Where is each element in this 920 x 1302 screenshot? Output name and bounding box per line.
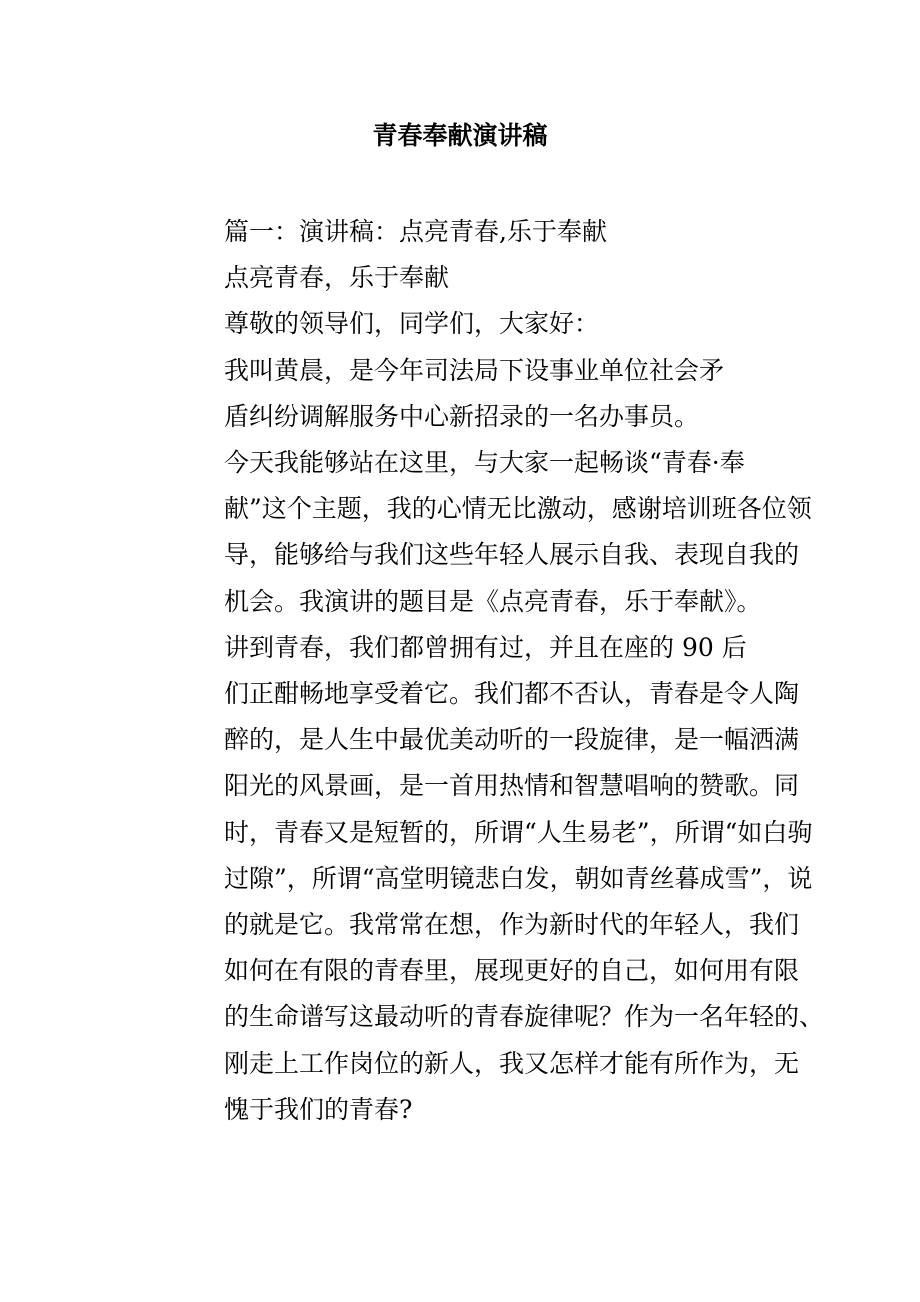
document-title: 青春奉献演讲稿 <box>372 121 548 150</box>
paragraph-introduction <box>140 348 790 440</box>
text-line: 的生命谱写这最动听的青春旋律呢？作为一名年轻的、 <box>224 1002 825 1032</box>
text-line: 刚走上工作岗位的新人，我又怎样才能有所作为，无 <box>224 1048 800 1078</box>
text-line: 篇一：演讲稿：点亮青春,乐于奉献 <box>224 217 607 246</box>
text-line: 尊敬的领导们，同学们，大家好： <box>224 309 600 339</box>
text-line: 讲到青春，我们都曾拥有过，并且在座的 90 后 <box>224 632 747 662</box>
text-line: 我叫黄晨，是今年司法局下设事业单位社会矛 <box>224 355 725 385</box>
text-line: 今天我能够站在这里，与大家一起畅谈“青春·奉 <box>224 448 745 478</box>
text-line: 时，青春又是短暂的，所谓“人生易老”，所谓“如白驹 <box>224 817 813 847</box>
text-line: 的就是它。我常常在想，作为新时代的年轻人，我们 <box>224 910 800 940</box>
text-line: 盾纠纷调解服务中心新招录的一名办事员。 <box>224 401 700 431</box>
document-body <box>140 209 825 1133</box>
text-line: 点亮青春，乐于奉献 <box>224 263 450 293</box>
paragraph-youth <box>140 625 825 1133</box>
text-line: 们正酣畅地享受着它。我们都不否认，青春是令人陶 <box>224 679 800 709</box>
text-line: 如何在有限的青春里，展现更好的自己，如何用有限 <box>224 956 800 986</box>
paragraph-greeting <box>140 301 790 347</box>
text-line: 机会。我演讲的题目是《点亮青春，乐于奉献》。 <box>224 586 762 616</box>
text-line: 献”这个主题，我的心情无比激动，感谢培训班各位领 <box>224 494 812 524</box>
text-line: 愧于我们的青春? <box>224 1094 413 1124</box>
paragraph-subtitle <box>140 255 790 301</box>
paragraph-heading <box>140 209 790 255</box>
text-line: 过隙”，所谓“高堂明镜悲白发，朝如青丝暮成雪”，说 <box>224 863 813 893</box>
text-line: 导，能够给与我们这些年轻人展示自我、表现自我的 <box>224 540 800 570</box>
text-line: 醉的，是人生中最优美动听的一段旋律，是一幅洒满 <box>224 725 800 755</box>
text-line: 阳光的风景画，是一首用热情和智慧唱响的赞歌。同 <box>224 771 800 801</box>
paragraph-topic <box>140 440 812 625</box>
